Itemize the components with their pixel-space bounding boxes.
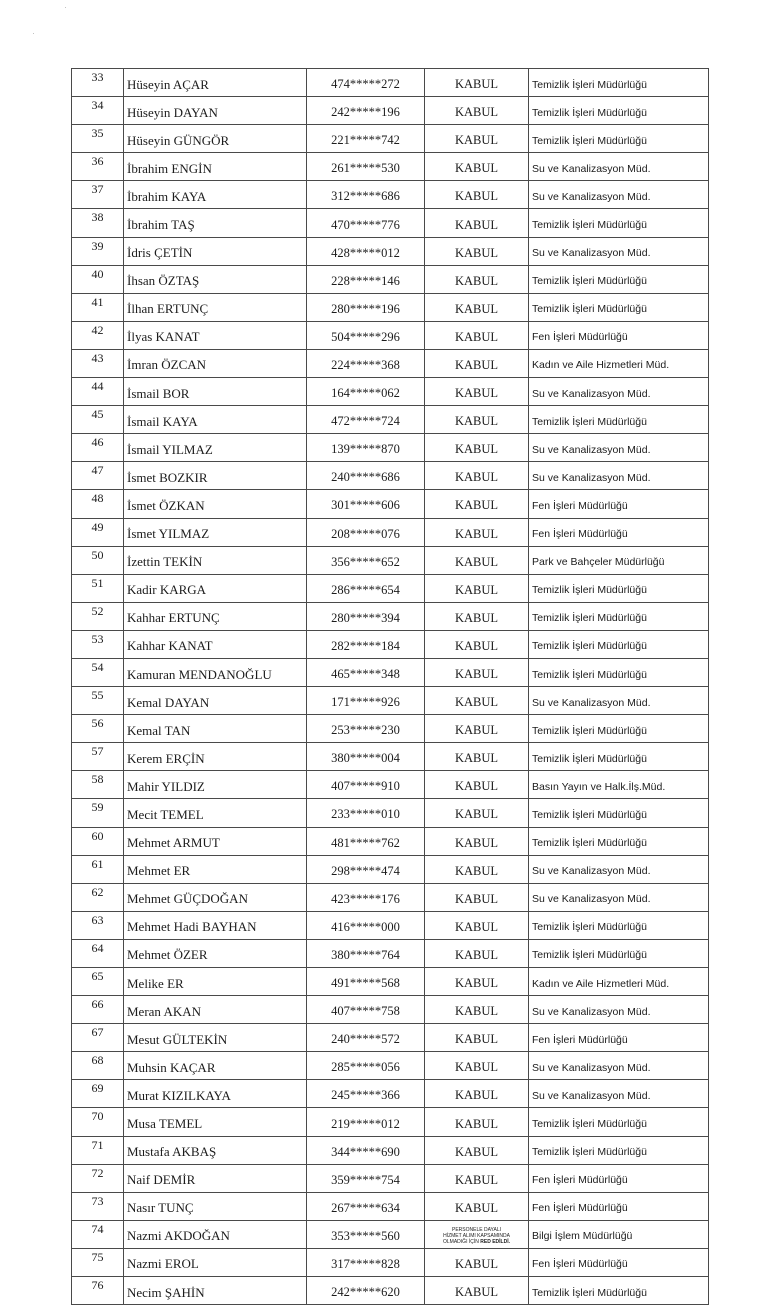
application-status: KABUL (425, 574, 529, 602)
application-status: KABUL (425, 799, 529, 827)
table-row (72, 1108, 709, 1136)
masked-id-number: 380*****004 (307, 743, 425, 771)
row-number: 70 (72, 1108, 124, 1136)
application-status: KABUL (425, 265, 529, 293)
row-number: 46 (72, 434, 124, 462)
row-number: 71 (72, 1136, 124, 1164)
scan-speck: · (32, 28, 35, 38)
applicant-name: Muhsin KAÇAR (124, 1052, 307, 1080)
row-number: 40 (72, 265, 124, 293)
table-row (72, 349, 709, 377)
assigned-department: Fen İşleri Müdürlüğü (529, 1024, 709, 1052)
table-row (72, 771, 709, 799)
application-status: KABUL (425, 715, 529, 743)
row-number: 60 (72, 827, 124, 855)
row-number: 57 (72, 743, 124, 771)
assigned-department: Fen İşleri Müdürlüğü (529, 1248, 709, 1276)
masked-id-number: 344*****690 (307, 1136, 425, 1164)
masked-id-number: 298*****474 (307, 855, 425, 883)
table-row (72, 125, 709, 153)
table-row (72, 237, 709, 265)
application-status: KABUL (425, 1108, 529, 1136)
assigned-department: Temizlik İşleri Müdürlüğü (529, 602, 709, 630)
assigned-department: Temizlik İşleri Müdürlüğü (529, 265, 709, 293)
scan-speck: · (64, 2, 67, 12)
rejection-verdict: RED EDİLDİ. (480, 1239, 510, 1246)
assigned-department: Fen İşleri Müdürlüğü (529, 321, 709, 349)
application-status: KABUL (425, 911, 529, 939)
assigned-department: Fen İşleri Müdürlüğü (529, 1164, 709, 1192)
application-status: KABUL (425, 490, 529, 518)
masked-id-number: 472*****724 (307, 406, 425, 434)
applicant-name: Mehmet GÜÇDOĞAN (124, 883, 307, 911)
masked-id-number: 407*****910 (307, 771, 425, 799)
application-status: KABUL (425, 1192, 529, 1220)
assigned-department: Temizlik İşleri Müdürlüğü (529, 630, 709, 658)
table-row (72, 546, 709, 574)
application-status: KABUL (425, 1136, 529, 1164)
masked-id-number: 312*****686 (307, 181, 425, 209)
row-number: 45 (72, 406, 124, 434)
table-row (72, 1052, 709, 1080)
table-row (72, 883, 709, 911)
assigned-department: Temizlik İşleri Müdürlüğü (529, 743, 709, 771)
masked-id-number: 407*****758 (307, 996, 425, 1024)
masked-id-number: 245*****366 (307, 1080, 425, 1108)
assigned-department: Basın Yayın ve Halk.İlş.Müd. (529, 771, 709, 799)
table-row (72, 1277, 709, 1305)
application-status: KABUL (425, 996, 529, 1024)
applicant-name: İsmet ÖZKAN (124, 490, 307, 518)
row-number: 58 (72, 771, 124, 799)
table-row (72, 996, 709, 1024)
assigned-department: Temizlik İşleri Müdürlüğü (529, 293, 709, 321)
assigned-department: Su ve Kanalizasyon Müd. (529, 462, 709, 490)
row-number: 42 (72, 321, 124, 349)
assigned-department: Temizlik İşleri Müdürlüğü (529, 658, 709, 686)
masked-id-number: 423*****176 (307, 883, 425, 911)
application-status: KABUL (425, 546, 529, 574)
assigned-department: Temizlik İşleri Müdürlüğü (529, 209, 709, 237)
applicant-name: İdris ÇETİN (124, 237, 307, 265)
masked-id-number: 465*****348 (307, 658, 425, 686)
applicant-name: İlhan ERTUNÇ (124, 293, 307, 321)
table-row (72, 518, 709, 546)
application-status: KABUL (425, 771, 529, 799)
masked-id-number: 285*****056 (307, 1052, 425, 1080)
assigned-department: Su ve Kanalizasyon Müd. (529, 237, 709, 265)
assigned-department: Kadın ve Aile Hizmetleri Müd. (529, 349, 709, 377)
assigned-department: Temizlik İşleri Müdürlüğü (529, 715, 709, 743)
applicant-name: Mehmet ÖZER (124, 939, 307, 967)
table-row (72, 1080, 709, 1108)
row-number: 69 (72, 1080, 124, 1108)
rejection-line-1: PERSONELE DAYALI (452, 1227, 501, 1234)
applicant-name: Mustafa AKBAŞ (124, 1136, 307, 1164)
applicant-name: Mahir YILDIZ (124, 771, 307, 799)
assigned-department: Fen İşleri Müdürlüğü (529, 518, 709, 546)
application-status: KABUL (425, 883, 529, 911)
applicant-name: Meran AKAN (124, 996, 307, 1024)
table-row (72, 181, 709, 209)
application-status: KABUL (425, 1052, 529, 1080)
masked-id-number: 481*****762 (307, 827, 425, 855)
applicant-name: Necim ŞAHİN (124, 1277, 307, 1305)
masked-id-number: 233*****010 (307, 799, 425, 827)
masked-id-number: 261*****530 (307, 153, 425, 181)
application-status (425, 1220, 529, 1248)
row-number: 59 (72, 799, 124, 827)
application-status: KABUL (425, 1277, 529, 1305)
row-number: 76 (72, 1277, 124, 1305)
table-row (72, 968, 709, 996)
row-number: 65 (72, 968, 124, 996)
table-row (72, 743, 709, 771)
row-number: 50 (72, 546, 124, 574)
applicant-name: Hüseyin AÇAR (124, 69, 307, 97)
row-number: 36 (72, 153, 124, 181)
row-number: 49 (72, 518, 124, 546)
row-number: 52 (72, 602, 124, 630)
assigned-department: Temizlik İşleri Müdürlüğü (529, 574, 709, 602)
row-number: 43 (72, 349, 124, 377)
rejection-note (425, 1227, 528, 1245)
row-number: 64 (72, 939, 124, 967)
application-status: KABUL (425, 630, 529, 658)
masked-id-number: 416*****000 (307, 911, 425, 939)
applicant-name: Mecit TEMEL (124, 799, 307, 827)
row-number: 39 (72, 237, 124, 265)
applicant-name: Kemal DAYAN (124, 687, 307, 715)
application-status: KABUL (425, 855, 529, 883)
assigned-department: Temizlik İşleri Müdürlüğü (529, 911, 709, 939)
applicant-name: Hüseyin GÜNGÖR (124, 125, 307, 153)
table-row (72, 378, 709, 406)
applicant-name: Nazmi AKDOĞAN (124, 1220, 307, 1248)
table-row (72, 1136, 709, 1164)
assigned-department: Temizlik İşleri Müdürlüğü (529, 1108, 709, 1136)
masked-id-number: 267*****634 (307, 1192, 425, 1220)
applicant-name: İsmet BOZKIR (124, 462, 307, 490)
assigned-department: Temizlik İşleri Müdürlüğü (529, 406, 709, 434)
assigned-department: Temizlik İşleri Müdürlüğü (529, 939, 709, 967)
row-number: 61 (72, 855, 124, 883)
assigned-department: Temizlik İşleri Müdürlüğü (529, 827, 709, 855)
masked-id-number: 282*****184 (307, 630, 425, 658)
application-status: KABUL (425, 293, 529, 321)
table-row (72, 799, 709, 827)
application-status: KABUL (425, 743, 529, 771)
application-status: KABUL (425, 378, 529, 406)
assigned-department: Bilgi İşlem Müdürlüğü (529, 1220, 709, 1248)
masked-id-number: 317*****828 (307, 1248, 425, 1276)
table-row (72, 153, 709, 181)
row-number: 51 (72, 574, 124, 602)
row-number: 72 (72, 1164, 124, 1192)
table-row (72, 97, 709, 125)
rejection-reason: OLMADIĞI İÇİN (443, 1239, 481, 1246)
assigned-department: Park ve Bahçeler Müdürlüğü (529, 546, 709, 574)
applicant-name: Nasır TUNÇ (124, 1192, 307, 1220)
applicant-name: Mehmet ARMUT (124, 827, 307, 855)
application-status: KABUL (425, 69, 529, 97)
assigned-department: Su ve Kanalizasyon Müd. (529, 153, 709, 181)
application-status: KABUL (425, 602, 529, 630)
applicant-name: Nazmi EROL (124, 1248, 307, 1276)
application-status: KABUL (425, 406, 529, 434)
application-status: KABUL (425, 349, 529, 377)
masked-id-number: 428*****012 (307, 237, 425, 265)
masked-id-number: 280*****394 (307, 602, 425, 630)
table-row (72, 434, 709, 462)
row-number: 37 (72, 181, 124, 209)
application-status: KABUL (425, 1080, 529, 1108)
masked-id-number: 359*****754 (307, 1164, 425, 1192)
application-status: KABUL (425, 939, 529, 967)
table-row (72, 658, 709, 686)
applicant-name: Kemal TAN (124, 715, 307, 743)
table-row (72, 209, 709, 237)
application-status: KABUL (425, 658, 529, 686)
application-status: KABUL (425, 462, 529, 490)
masked-id-number: 139*****870 (307, 434, 425, 462)
applicant-name: Kahhar ERTUNÇ (124, 602, 307, 630)
table-row (72, 321, 709, 349)
application-status: KABUL (425, 1248, 529, 1276)
assigned-department: Su ve Kanalizasyon Müd. (529, 1080, 709, 1108)
applicant-name: Hüseyin DAYAN (124, 97, 307, 125)
assigned-department: Fen İşleri Müdürlüğü (529, 490, 709, 518)
application-status: KABUL (425, 1164, 529, 1192)
applicant-name: Kadir KARGA (124, 574, 307, 602)
applicant-name: İbrahim KAYA (124, 181, 307, 209)
applicant-name: Musa TEMEL (124, 1108, 307, 1136)
applicant-name: Kerem ERÇİN (124, 743, 307, 771)
table-row (72, 490, 709, 518)
table-row (72, 855, 709, 883)
masked-id-number: 224*****368 (307, 349, 425, 377)
row-number: 33 (72, 69, 124, 97)
application-status: KABUL (425, 97, 529, 125)
masked-id-number: 286*****654 (307, 574, 425, 602)
applicant-name: İsmet YILMAZ (124, 518, 307, 546)
assigned-department: Su ve Kanalizasyon Müd. (529, 181, 709, 209)
row-number: 47 (72, 462, 124, 490)
applicant-name: Mehmet Hadi BAYHAN (124, 911, 307, 939)
assigned-department: Temizlik İşleri Müdürlüğü (529, 97, 709, 125)
masked-id-number: 240*****572 (307, 1024, 425, 1052)
table-row (72, 1024, 709, 1052)
application-status: KABUL (425, 518, 529, 546)
applicant-name: İsmail KAYA (124, 406, 307, 434)
row-number: 62 (72, 883, 124, 911)
table-row (72, 1248, 709, 1276)
row-number: 75 (72, 1248, 124, 1276)
row-number: 53 (72, 630, 124, 658)
assigned-department: Su ve Kanalizasyon Müd. (529, 378, 709, 406)
table-row (72, 1220, 709, 1248)
application-status: KABUL (425, 827, 529, 855)
applicant-name: İbrahim ENGİN (124, 153, 307, 181)
table-row (72, 1192, 709, 1220)
applicant-name: Mehmet ER (124, 855, 307, 883)
applicant-name: Naif DEMİR (124, 1164, 307, 1192)
table-row (72, 574, 709, 602)
table-row (72, 69, 709, 97)
application-status: KABUL (425, 181, 529, 209)
table-row (72, 911, 709, 939)
assigned-department: Temizlik İşleri Müdürlüğü (529, 69, 709, 97)
masked-id-number: 171*****926 (307, 687, 425, 715)
masked-id-number: 356*****652 (307, 546, 425, 574)
masked-id-number: 164*****062 (307, 378, 425, 406)
rejection-line-3 (425, 1239, 528, 1245)
application-status: KABUL (425, 153, 529, 181)
rejection-line-2: HİZMET ALIMI KAPSAMINDA (443, 1233, 510, 1240)
masked-id-number: 242*****620 (307, 1277, 425, 1305)
table-row (72, 602, 709, 630)
application-status: KABUL (425, 125, 529, 153)
application-status: KABUL (425, 209, 529, 237)
table-row (72, 293, 709, 321)
row-number: 44 (72, 378, 124, 406)
row-number: 73 (72, 1192, 124, 1220)
assigned-department: Su ve Kanalizasyon Müd. (529, 1052, 709, 1080)
applicant-name: İhsan ÖZTAŞ (124, 265, 307, 293)
table-row (72, 1164, 709, 1192)
row-number: 38 (72, 209, 124, 237)
table-row (72, 265, 709, 293)
masked-id-number: 253*****230 (307, 715, 425, 743)
row-number: 34 (72, 97, 124, 125)
row-number: 67 (72, 1024, 124, 1052)
table-row (72, 939, 709, 967)
table-row (72, 715, 709, 743)
masked-id-number: 491*****568 (307, 968, 425, 996)
applicant-name: İlyas KANAT (124, 321, 307, 349)
applicant-name: Kamuran MENDANOĞLU (124, 658, 307, 686)
assigned-department: Su ve Kanalizasyon Müd. (529, 883, 709, 911)
table-row (72, 406, 709, 434)
masked-id-number: 208*****076 (307, 518, 425, 546)
assigned-department: Kadın ve Aile Hizmetleri Müd. (529, 968, 709, 996)
applicant-table-body (72, 69, 709, 1305)
applicant-name: İmran ÖZCAN (124, 349, 307, 377)
application-status: KABUL (425, 687, 529, 715)
assigned-department: Su ve Kanalizasyon Müd. (529, 996, 709, 1024)
row-number: 48 (72, 490, 124, 518)
assigned-department: Temizlik İşleri Müdürlüğü (529, 1136, 709, 1164)
masked-id-number: 380*****764 (307, 939, 425, 967)
table-row (72, 687, 709, 715)
row-number: 35 (72, 125, 124, 153)
masked-id-number: 221*****742 (307, 125, 425, 153)
assigned-department: Su ve Kanalizasyon Müd. (529, 855, 709, 883)
row-number: 56 (72, 715, 124, 743)
masked-id-number: 240*****686 (307, 462, 425, 490)
masked-id-number: 470*****776 (307, 209, 425, 237)
application-status: KABUL (425, 321, 529, 349)
table-row (72, 630, 709, 658)
applicant-name: Mesut GÜLTEKİN (124, 1024, 307, 1052)
application-status: KABUL (425, 237, 529, 265)
row-number: 55 (72, 687, 124, 715)
applicant-name: İzettin TEKİN (124, 546, 307, 574)
row-number: 63 (72, 911, 124, 939)
applicant-name: Kahhar KANAT (124, 630, 307, 658)
applicant-name: Murat KIZILKAYA (124, 1080, 307, 1108)
applicant-name: İsmail BOR (124, 378, 307, 406)
applicant-name: İsmail YILMAZ (124, 434, 307, 462)
assigned-department: Temizlik İşleri Müdürlüğü (529, 1277, 709, 1305)
row-number: 54 (72, 658, 124, 686)
row-number: 66 (72, 996, 124, 1024)
masked-id-number: 301*****606 (307, 490, 425, 518)
assigned-department: Temizlik İşleri Müdürlüğü (529, 125, 709, 153)
row-number: 68 (72, 1052, 124, 1080)
masked-id-number: 474*****272 (307, 69, 425, 97)
assigned-department: Su ve Kanalizasyon Müd. (529, 687, 709, 715)
row-number: 74 (72, 1220, 124, 1248)
application-status: KABUL (425, 1024, 529, 1052)
application-status: KABUL (425, 434, 529, 462)
application-status: KABUL (425, 968, 529, 996)
applicant-name: İbrahim TAŞ (124, 209, 307, 237)
row-number: 41 (72, 293, 124, 321)
masked-id-number: 353*****560 (307, 1220, 425, 1248)
masked-id-number: 504*****296 (307, 321, 425, 349)
table-row (72, 462, 709, 490)
assigned-department: Temizlik İşleri Müdürlüğü (529, 799, 709, 827)
assigned-department: Su ve Kanalizasyon Müd. (529, 434, 709, 462)
applicant-name: Melike ER (124, 968, 307, 996)
table-row (72, 827, 709, 855)
masked-id-number: 242*****196 (307, 97, 425, 125)
masked-id-number: 228*****146 (307, 265, 425, 293)
assigned-department: Fen İşleri Müdürlüğü (529, 1192, 709, 1220)
masked-id-number: 219*****012 (307, 1108, 425, 1136)
applicant-table (71, 68, 709, 1305)
masked-id-number: 280*****196 (307, 293, 425, 321)
